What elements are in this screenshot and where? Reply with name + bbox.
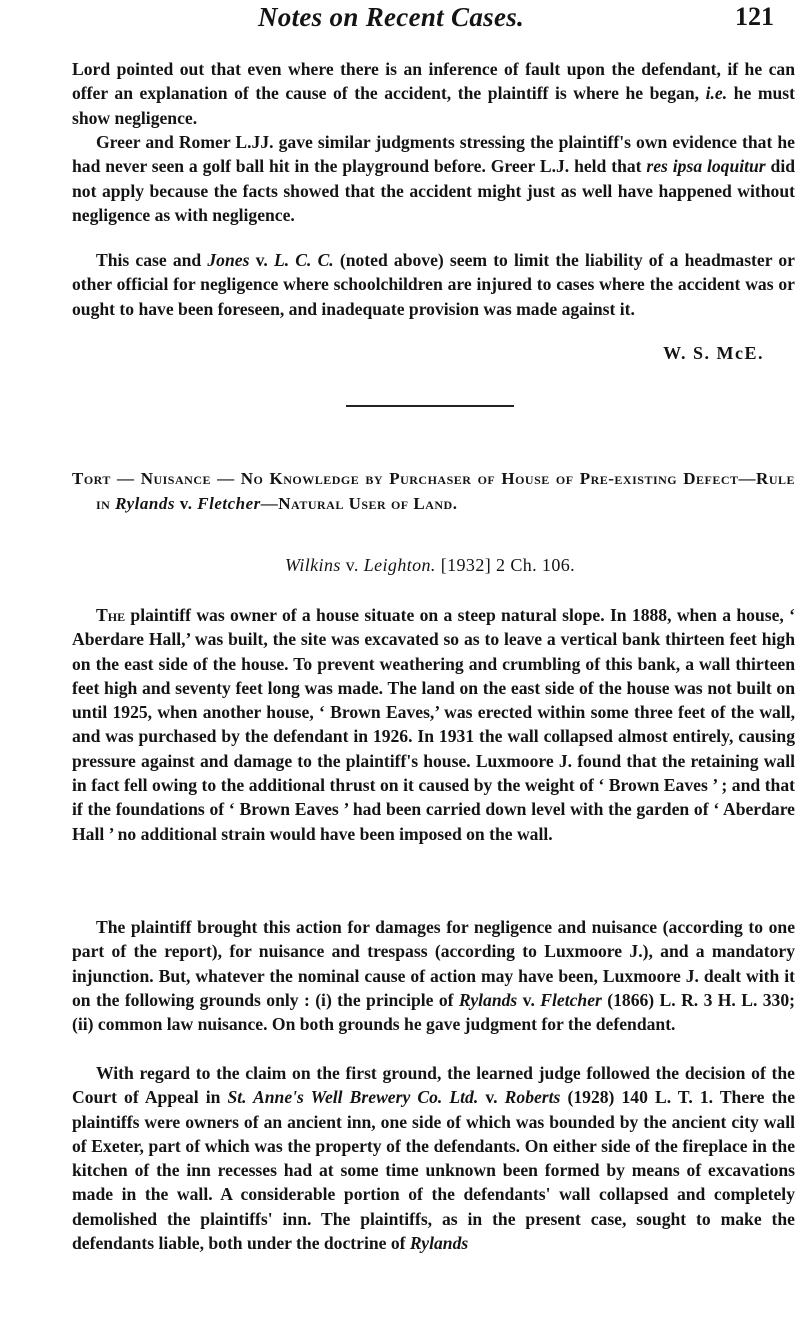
paragraph-this-case: This case and Jones v. L. C. C. (noted above) seem to limit the liability of a headmaster or other official for negligence where schoolchildren are injured to cases where the accident was or ought to have been foreseen, and inadequate provision was made against it. — [72, 250, 795, 319]
paragraph-greer-romer: Greer and Romer L.JJ. gave similar judgments stressing the plaintiff's own evidence that he had never seen a golf ball hit in the playground before. Greer L.J. held that res ipsa loquitur did not apply because the facts showed that the accident might just as well have happened without negligence as with negligence. — [72, 132, 796, 225]
paragraph-facts: The plaintiff was owner of a house situate on a steep natural slope. In 1888, when a house, ‘ Aberdare Hall,’ was built, the site was excavated so as to leave a vertical bank thirteen feet high on the east side of the house. To prevent weathering and crumbling of this bank, a wall thirteen feet high and seventy feet long was made. The land on the east side of the house was not built on until 1925, when another house, ‘ Brown Eaves,’ was erected within some three feet of the wall, and was purchased by the defendant in 1926. In 1931 the wall collapsed almost entirely, causing pressure against and damage to the plaintiff's house. Luxmoore J. found that the retaining wall in fact fell owing to the additional thrust on it caused by the weight of ‘ Brown Eaves ’ ; and that if the foundations of ‘ Brown Eaves ’ had been carried down level with the garden of ‘ Aberdare Hall ’ no additional strain would have been imposed on the wall. — [72, 605, 795, 844]
author-initials: W. S. McE. — [663, 343, 764, 363]
page-header — [0, 0, 800, 36]
page-number: 121 — [735, 2, 774, 31]
case-note-heading: Tort — Nuisance — No Knowledge by Purchaser of House of Pre-existing Defect—Rule in Rylands v. Fletcher—Natural User of Land. — [72, 469, 795, 513]
case-citation: Wilkins v. Leighton. [1932] 2 Ch. 106. — [284, 555, 576, 575]
running-title: Notes on Recent Cases. — [258, 2, 525, 32]
paragraph-first-ground: With regard to the claim on the first ground, the learned judge followed the decision of the Court of Appeal in St. Anne's Well Brewery Co. Ltd. v. Roberts (1928) 140 L. T. 1. There the plaintiffs were owners of an ancient inn, one side of which was bounded by the ancient city wall of Exeter, part of which was the property of the defendants. On either side of the fireplace in the kitchen of the inn recesses had at some time unknown been formed by means of excavations made in the wall. A considerable portion of the defendants' wall collapsed and completely demolished the plaintiffs' inn. The plaintiffs, as in the present case, sought to make the defendants liable, both under the doctrine of Rylands — [72, 1063, 796, 1254]
paragraph-action: The plaintiff brought this action for damages for negligence and nuisance (according to one part of the report), for nuisance and trespass (according to Luxmoore J.), and a mandatory injunction. But, whatever the nominal cause of action may have been, Luxmoore J. dealt with it on the following grounds only : (i) the principle of Rylands v. Fletcher (1866) L. R. 3 H. L. 330; (ii) common law nuisance. On both grounds he gave judgment for the defendant. — [72, 917, 795, 1035]
section-divider — [346, 405, 514, 407]
paragraph-lord-pointed-out: Lord pointed out that even where there is an inference of fault upon the defendant, if he can offer an explanation of the cause of the accident, the plaintiff is where he began, i.e. he must show negligence. — [72, 59, 795, 128]
